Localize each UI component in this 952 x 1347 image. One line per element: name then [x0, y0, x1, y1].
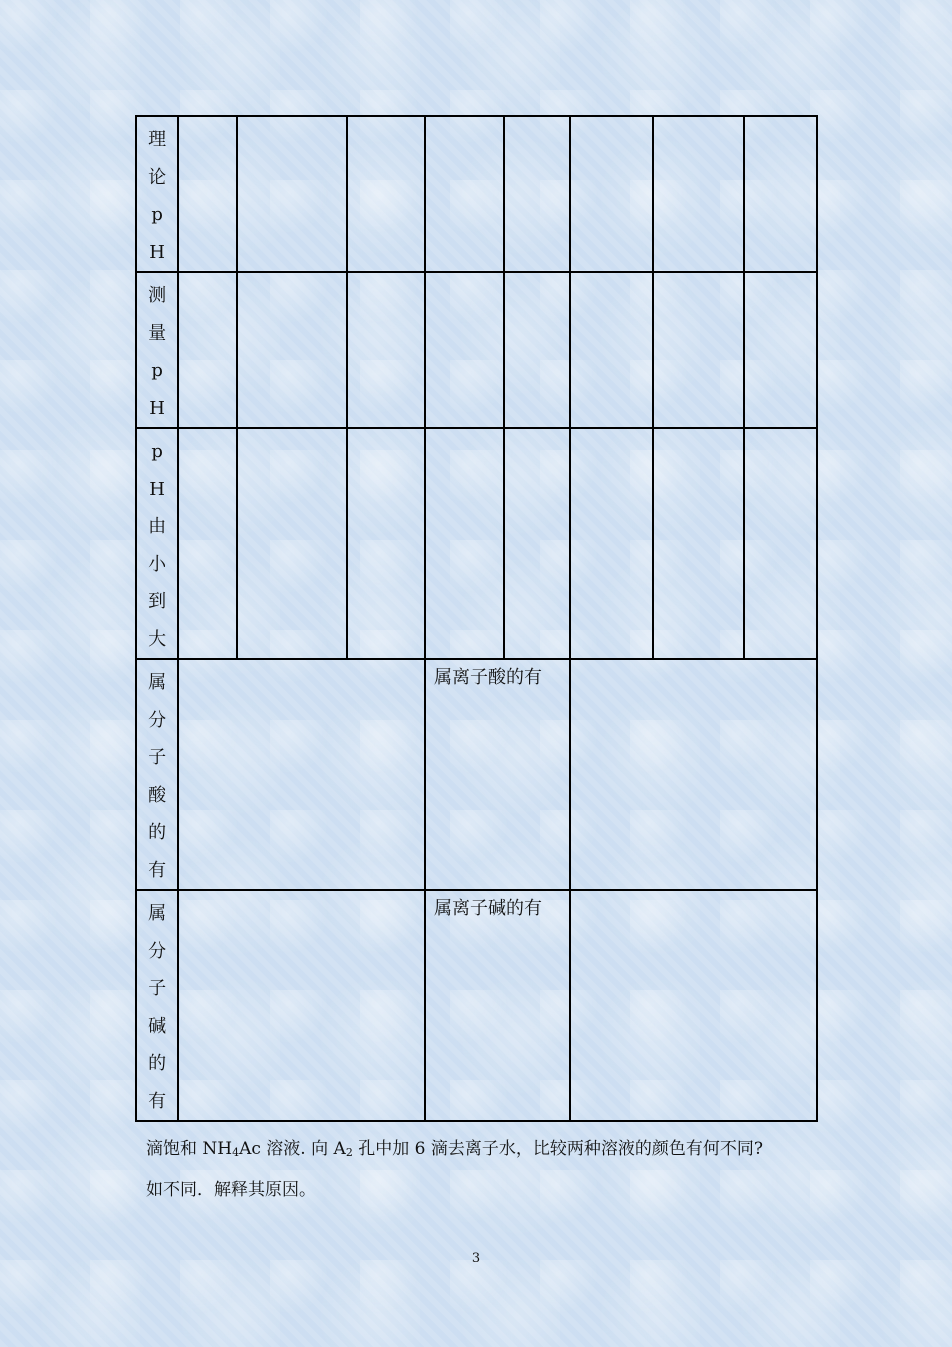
ionic-base-label-cell — [425, 890, 570, 1121]
ionic-base-label: 属离子碱的有 — [434, 898, 543, 919]
paragraph-line-2: 如不同．解释其原因。 — [146, 1180, 316, 1200]
table-row-measured-ph — [136, 272, 817, 428]
table-cell — [347, 272, 425, 428]
molecular-base-answer-cell — [178, 890, 425, 1121]
table-cell — [347, 428, 425, 659]
table-cell — [425, 272, 504, 428]
table-row-acids — [136, 659, 817, 890]
table-cell — [178, 428, 236, 659]
table-cell — [237, 116, 347, 272]
table-cell — [744, 428, 817, 659]
table-cell — [570, 428, 653, 659]
table-cell — [347, 116, 425, 272]
row-label-molecular-base: 属 分 子 碱 的 有 — [148, 903, 167, 1112]
ionic-acid-label-cell — [425, 659, 570, 890]
row-label-cell — [136, 272, 178, 428]
table-cell — [504, 428, 570, 659]
page-number: 3 — [471, 1251, 481, 1266]
table-cell — [237, 272, 347, 428]
data-table — [135, 115, 818, 1122]
table-row-theoretical-ph — [136, 116, 817, 272]
ionic-base-answer-cell — [570, 890, 817, 1121]
row-label-cell — [136, 659, 178, 890]
row-label-measured-ph: 测 量 p H — [148, 285, 167, 419]
row-label-theoretical-ph: 理 论 p H — [148, 129, 167, 263]
row-label-cell — [136, 116, 178, 272]
table-cell — [178, 116, 236, 272]
table-cell — [237, 428, 347, 659]
table-cell — [744, 116, 817, 272]
table-cell — [425, 428, 504, 659]
table-cell — [178, 272, 236, 428]
row-label-ph-order: p H 由 小 到 大 — [148, 441, 167, 650]
row-label-molecular-acid: 属 分 子 酸 的 有 — [148, 672, 167, 881]
table-cell — [653, 116, 744, 272]
table-cell — [570, 272, 653, 428]
paragraph-line-1: 滴饱和 $NH_4Ac$ 溶液. 向 $A_2$ 孔中加 6 滴去离子水，比较两种溶液的颜色有何不同? — [146, 1139, 763, 1159]
molecular-acid-answer-cell — [178, 659, 425, 890]
row-label-cell — [136, 890, 178, 1121]
table-cell — [570, 116, 653, 272]
table-cell — [504, 272, 570, 428]
table-cell — [653, 428, 744, 659]
table-row-ph-order — [136, 428, 817, 659]
table-cell — [504, 116, 570, 272]
ionic-acid-label: 属离子酸的有 — [434, 667, 543, 688]
table-cell — [744, 272, 817, 428]
table-row-bases — [136, 890, 817, 1121]
table-cell — [425, 116, 504, 272]
table-cell — [653, 272, 744, 428]
ionic-acid-answer-cell — [570, 659, 817, 890]
row-label-cell — [136, 428, 178, 659]
